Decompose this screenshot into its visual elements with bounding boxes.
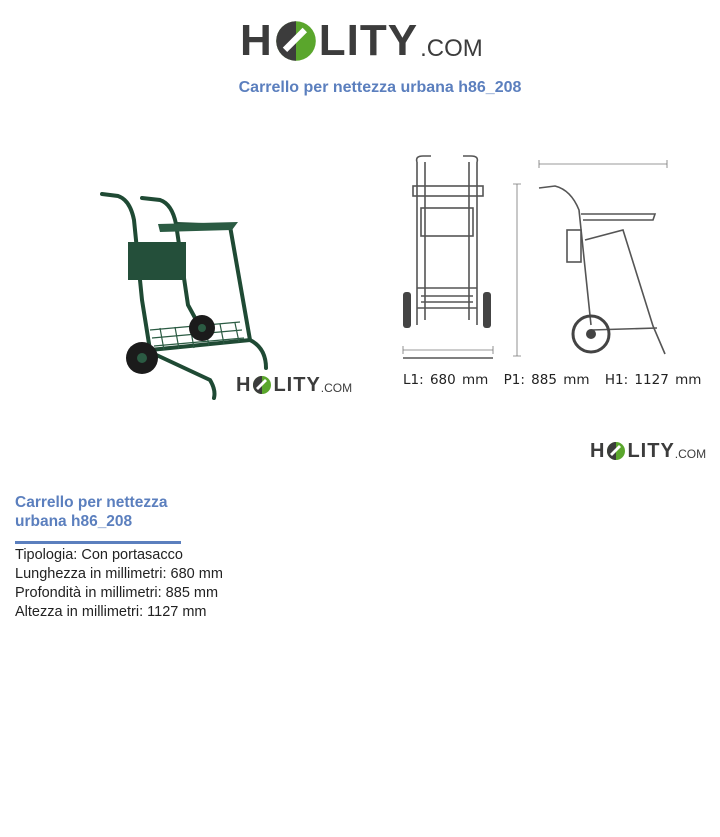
- page-title: Carrello per nettezza urbana h86_208: [238, 79, 522, 96]
- side-view: [539, 186, 665, 354]
- logo-domain: .COM: [320, 381, 353, 395]
- spec-profondita: Profondità in millimetri: 885 mm: [15, 585, 219, 601]
- top-tray: [158, 222, 238, 232]
- product-photo: [90, 180, 290, 400]
- logo-domain: .COM: [674, 447, 707, 461]
- logo-letters-lity: LITY: [627, 440, 675, 462]
- title-divider: [15, 541, 181, 544]
- bag-holder-panel: [128, 242, 186, 280]
- dimension-h1: H1: 1127 mm: [604, 372, 702, 388]
- dimension-lines: [403, 160, 667, 356]
- dimension-l1: L1: 680 mm: [403, 372, 489, 388]
- spec-altezza: Altezza in millimetri: 1127 mm: [15, 604, 207, 620]
- dimensions-caption: [403, 372, 710, 388]
- product-title-line2: urbana h86_208: [15, 513, 133, 530]
- front-leg: [150, 352, 215, 398]
- holity-logo-photo: [236, 372, 352, 396]
- technical-drawing: [395, 150, 680, 360]
- logo-letter-h: H: [590, 440, 606, 462]
- holity-o-logo-icon: [274, 19, 318, 63]
- product-title-line1: Carrello per nettezza: [15, 494, 168, 511]
- dimension-p1: P1: 885 mm: [503, 372, 590, 388]
- logo-letters-lity: LITY: [273, 374, 321, 396]
- logo-letter-h: H: [236, 374, 252, 396]
- logo-letter-h: H: [240, 16, 273, 65]
- front-right-wheel: [483, 292, 491, 328]
- holity-logo-drawing: [590, 436, 706, 462]
- holity-o-logo-icon: [606, 441, 626, 461]
- logo-letters-lity: LITY: [318, 16, 419, 65]
- front-view: [403, 156, 493, 358]
- holity-o-logo-icon: [252, 375, 272, 395]
- holity-logo-header: [240, 12, 483, 64]
- product-specs: [15, 546, 223, 622]
- spec-lunghezza: Lunghezza in millimetri: 680 mm: [15, 566, 223, 582]
- base-frame: [150, 340, 266, 368]
- front-left-wheel: [403, 292, 411, 328]
- product-title: [15, 493, 215, 531]
- logo-domain: .COM: [420, 35, 483, 62]
- spec-tipologia: Tipologia: Con portasacco: [15, 547, 183, 563]
